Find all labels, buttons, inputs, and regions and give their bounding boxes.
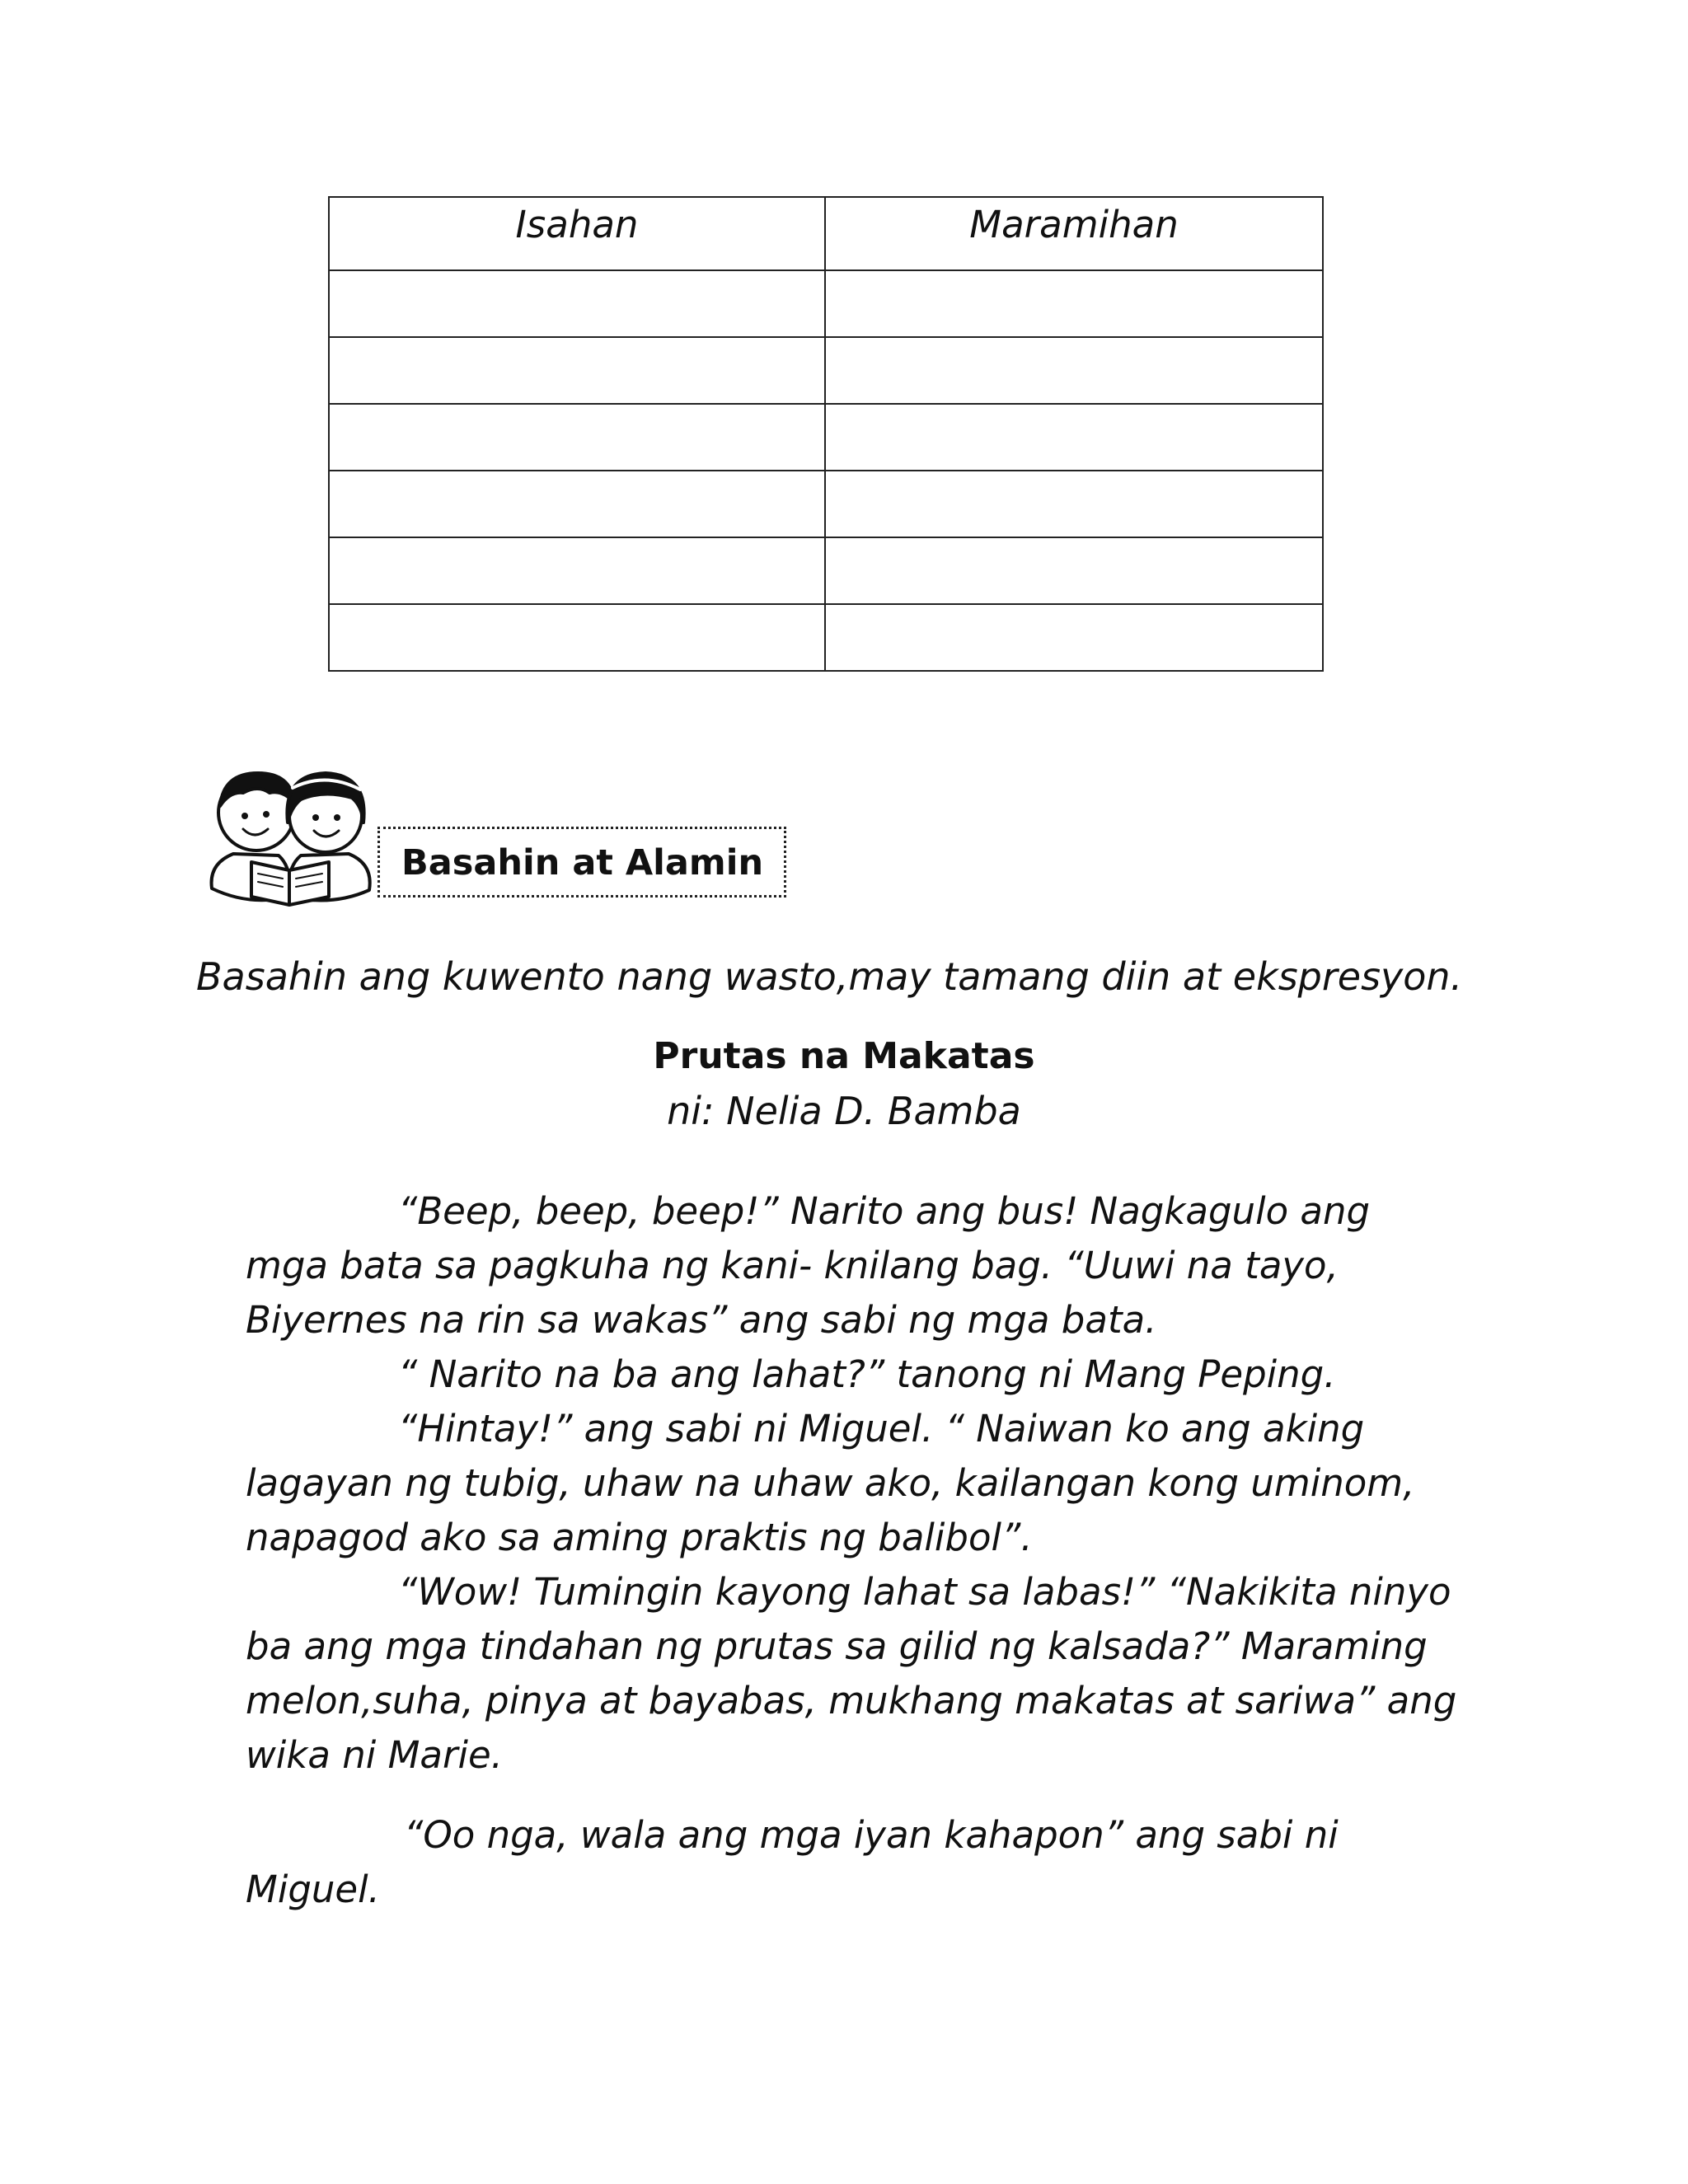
story-line: Miguel. — [246, 1868, 380, 1911]
table-row — [329, 604, 1323, 671]
table-cell[interactable] — [825, 270, 1323, 337]
story-line: “Oo nga, wala ang mga iyan kahapon” ang sabi ni — [404, 1813, 1339, 1857]
table-cell[interactable] — [329, 537, 825, 604]
instruction-text: Basahin ang kuwento nang wasto,may tamang diin at ekspresyon. — [196, 954, 1463, 999]
header-maramihan: Maramihan — [825, 197, 1323, 270]
table-cell[interactable] — [329, 604, 825, 671]
table-cell[interactable] — [329, 404, 825, 471]
story-line: “Beep, beep, beep!” Narito ang bus! Nagkagulo ang — [398, 1189, 1371, 1233]
section-title: Basahin at Alamin — [401, 842, 764, 883]
table-row — [329, 404, 1323, 471]
table-row — [329, 337, 1323, 404]
table-cell[interactable] — [825, 337, 1323, 404]
story-author: ni: Nelia D. Bamba — [667, 1089, 1021, 1133]
story-title: Prutas na Makatas — [653, 1035, 1035, 1077]
table-cell[interactable] — [825, 471, 1323, 537]
story-line: “ Narito na ba ang lahat?” tanong ni Mang Peping. — [398, 1352, 1336, 1396]
story-line: melon,suha, pinya at bayabas, mukhang makatas at sariwa” ang — [246, 1679, 1457, 1722]
table-cell[interactable] — [329, 337, 825, 404]
story-line: mga bata sa pagkuha ng kani- knilang bag. “Uuwi na tayo, — [246, 1244, 1339, 1287]
singular-plural-table — [328, 196, 1324, 672]
story-line: Biyernes na rin sa wakas” ang sabi ng mga bata. — [246, 1298, 1157, 1342]
story-line: “Wow! Tumingin kayong lahat sa labas!” “Nakikita ninyo — [398, 1570, 1451, 1614]
table-row — [329, 537, 1323, 604]
table-cell[interactable] — [329, 471, 825, 537]
children-reading-icon — [200, 765, 380, 910]
table-row — [329, 471, 1323, 537]
story-line: “Hintay!” ang sabi ni Miguel. “ Naiwan ko ang aking — [398, 1407, 1365, 1451]
table-header-row — [329, 197, 1323, 270]
story-line: lagayan ng tubig, uhaw na uhaw ako, kailangan kong uminom, — [246, 1461, 1415, 1505]
table-cell[interactable] — [329, 270, 825, 337]
story-line: wika ni Marie. — [246, 1733, 503, 1777]
header-isahan: Isahan — [329, 197, 825, 270]
table-row — [329, 270, 1323, 337]
story-line: napagod ako sa aming praktis ng balibol”. — [246, 1516, 1033, 1559]
table-cell[interactable] — [825, 537, 1323, 604]
table-cell[interactable] — [825, 604, 1323, 671]
table-cell[interactable] — [825, 404, 1323, 471]
story-line: ba ang mga tindahan ng prutas sa gilid ng kalsada?” Maraming — [246, 1624, 1428, 1668]
section-label-box — [377, 827, 786, 898]
